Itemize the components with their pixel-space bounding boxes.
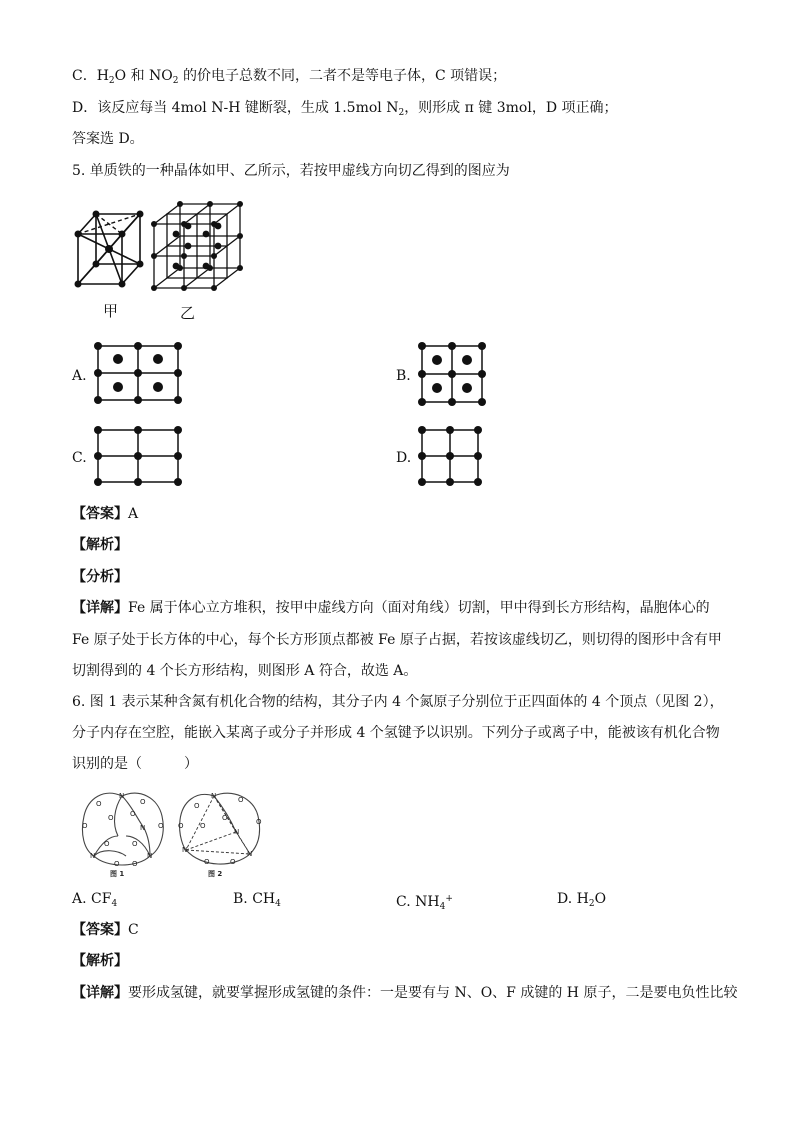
svg-text:N: N (119, 792, 125, 800)
question-6-line-2: 分子内存在空腔，能嵌入某离子或分子并形成 4 个氢键予以识别。下列分子或离子中，能被该有机化合物 (72, 725, 720, 741)
svg-text:O: O (130, 810, 136, 818)
svg-text:N: N (140, 824, 146, 832)
q5-detail-line-1 (72, 598, 710, 618)
text: C. NH (396, 894, 440, 910)
text: ，则形成 π 键 3mol，D 项正确； (404, 100, 618, 116)
question-5-text: 5. 单质铁的一种晶体如甲、乙所示，若按甲虚线方向切乙得到的图应为 (72, 163, 510, 179)
q6-option-a (72, 889, 117, 914)
bcc-unit-cell-figure (72, 208, 148, 294)
svg-text:O: O (96, 800, 102, 808)
figure-label-jia: 甲 (103, 302, 119, 320)
option-d-label: D. (396, 450, 412, 466)
option-d-explanation (72, 98, 618, 123)
svg-text:O: O (178, 822, 184, 830)
svg-text:O: O (222, 814, 228, 822)
svg-text:O: O (82, 822, 88, 830)
analysis-tag: 【解析】 (72, 537, 128, 553)
detail-text: 要形成氢键，就要掌握形成氢键的条件：一是要有与 N、O、F 成键的 H 原子，二是要电负性比较 (128, 985, 738, 1001)
svg-text:O: O (194, 802, 200, 810)
option-c-explanation (72, 66, 506, 91)
figure-2-caption: 图 2 (208, 870, 223, 878)
option-c-figure (92, 424, 184, 488)
svg-text:O: O (108, 814, 114, 822)
svg-text:O: O (238, 796, 244, 804)
svg-text:N: N (247, 850, 253, 858)
svg-text:O: O (104, 840, 110, 848)
svg-text:O: O (230, 858, 236, 866)
detail-text: Fe 属于体心立方堆积，按甲中虚线方向（面对角线）切割，甲中得到长方形结构，晶胞体心的 (128, 600, 710, 616)
text: D. H (557, 891, 589, 907)
bcc-lattice-figure (150, 198, 246, 294)
answer-tag: 【答案】 (72, 922, 128, 938)
subscript: 2 (588, 899, 595, 909)
answer-tag: 【答案】 (72, 506, 128, 522)
svg-text:O: O (204, 858, 210, 866)
q6-option-b (233, 889, 281, 914)
svg-text:O: O (114, 860, 120, 868)
svg-text:N: N (211, 792, 217, 800)
svg-text:O: O (158, 822, 164, 830)
q6-option-d (557, 889, 606, 914)
q6-detail-line-1 (72, 983, 737, 1003)
answer-value: A (128, 506, 139, 522)
svg-text:O: O (132, 840, 138, 848)
option-d-figure (416, 424, 484, 488)
figure-1-caption: 图 1 (110, 870, 125, 878)
svg-text:O: O (256, 818, 262, 826)
q5-detail-line-3: 切割得到的 4 个长方形结构，则图形 A 符合，故选 A。 (72, 663, 418, 679)
q5-detail-line-2: Fe 原子处于长方体的中心，每个长方形顶点都被 Fe 原子占据，若按该虚线切乙，则切得的图形中含有甲 (72, 632, 722, 648)
option-a-figure (92, 340, 184, 406)
analysis-tag: 【解析】 (72, 953, 128, 969)
svg-text:N: N (182, 846, 188, 854)
question-6-line-3: 识别的是（ ） (72, 756, 198, 772)
text: A. CF (72, 891, 112, 907)
subscript: 2 (398, 108, 405, 118)
svg-text:O: O (132, 860, 138, 868)
subscript: 4 (111, 899, 118, 909)
text: C．H (72, 68, 109, 84)
svg-text:N: N (90, 852, 96, 860)
text: O (594, 891, 607, 907)
subscript: 4 (275, 899, 281, 909)
svg-text:O: O (140, 798, 146, 806)
svg-text:N: N (234, 828, 240, 836)
fenxi-tag: 【分析】 (72, 569, 128, 585)
figure-label-yi: 乙 (180, 304, 196, 322)
cryptand-figure-1 (74, 784, 170, 878)
q6-answer-line (72, 920, 139, 940)
option-a-label: A. (72, 368, 87, 384)
text: D．该反应每当 4mol N-H 键断裂，生成 1.5mol N (72, 100, 399, 116)
answer-d-line: 答案选 D。 (72, 131, 144, 147)
text: O 和 NO (114, 68, 173, 84)
svg-text:O: O (200, 822, 206, 830)
superscript: + (445, 894, 453, 904)
q5-answer-line (72, 504, 138, 524)
detail-tag: 【详解】 (72, 985, 128, 1001)
detail-tag: 【详解】 (72, 600, 128, 616)
q6-option-c (396, 889, 453, 917)
text: 的价电子总数不同，二者不是等电子体，C 项错误； (178, 68, 507, 84)
option-b-figure (416, 340, 488, 408)
subscript: 2 (172, 76, 179, 86)
question-6-line-1: 6. 图 1 表示某种含氮有机化合物的结构，其分子内 4 个氮原子分别位于正四面体的 4 个顶点（见图 2）， (72, 694, 724, 710)
subscript: 2 (108, 76, 115, 86)
option-c-label: C. (72, 450, 87, 466)
svg-text:N: N (147, 852, 153, 860)
subscript: 4 (439, 902, 446, 912)
option-b-label: B. (396, 368, 411, 384)
text: B. CH (233, 891, 276, 907)
cryptand-figure-2 (174, 784, 270, 878)
answer-value: C (128, 922, 139, 938)
